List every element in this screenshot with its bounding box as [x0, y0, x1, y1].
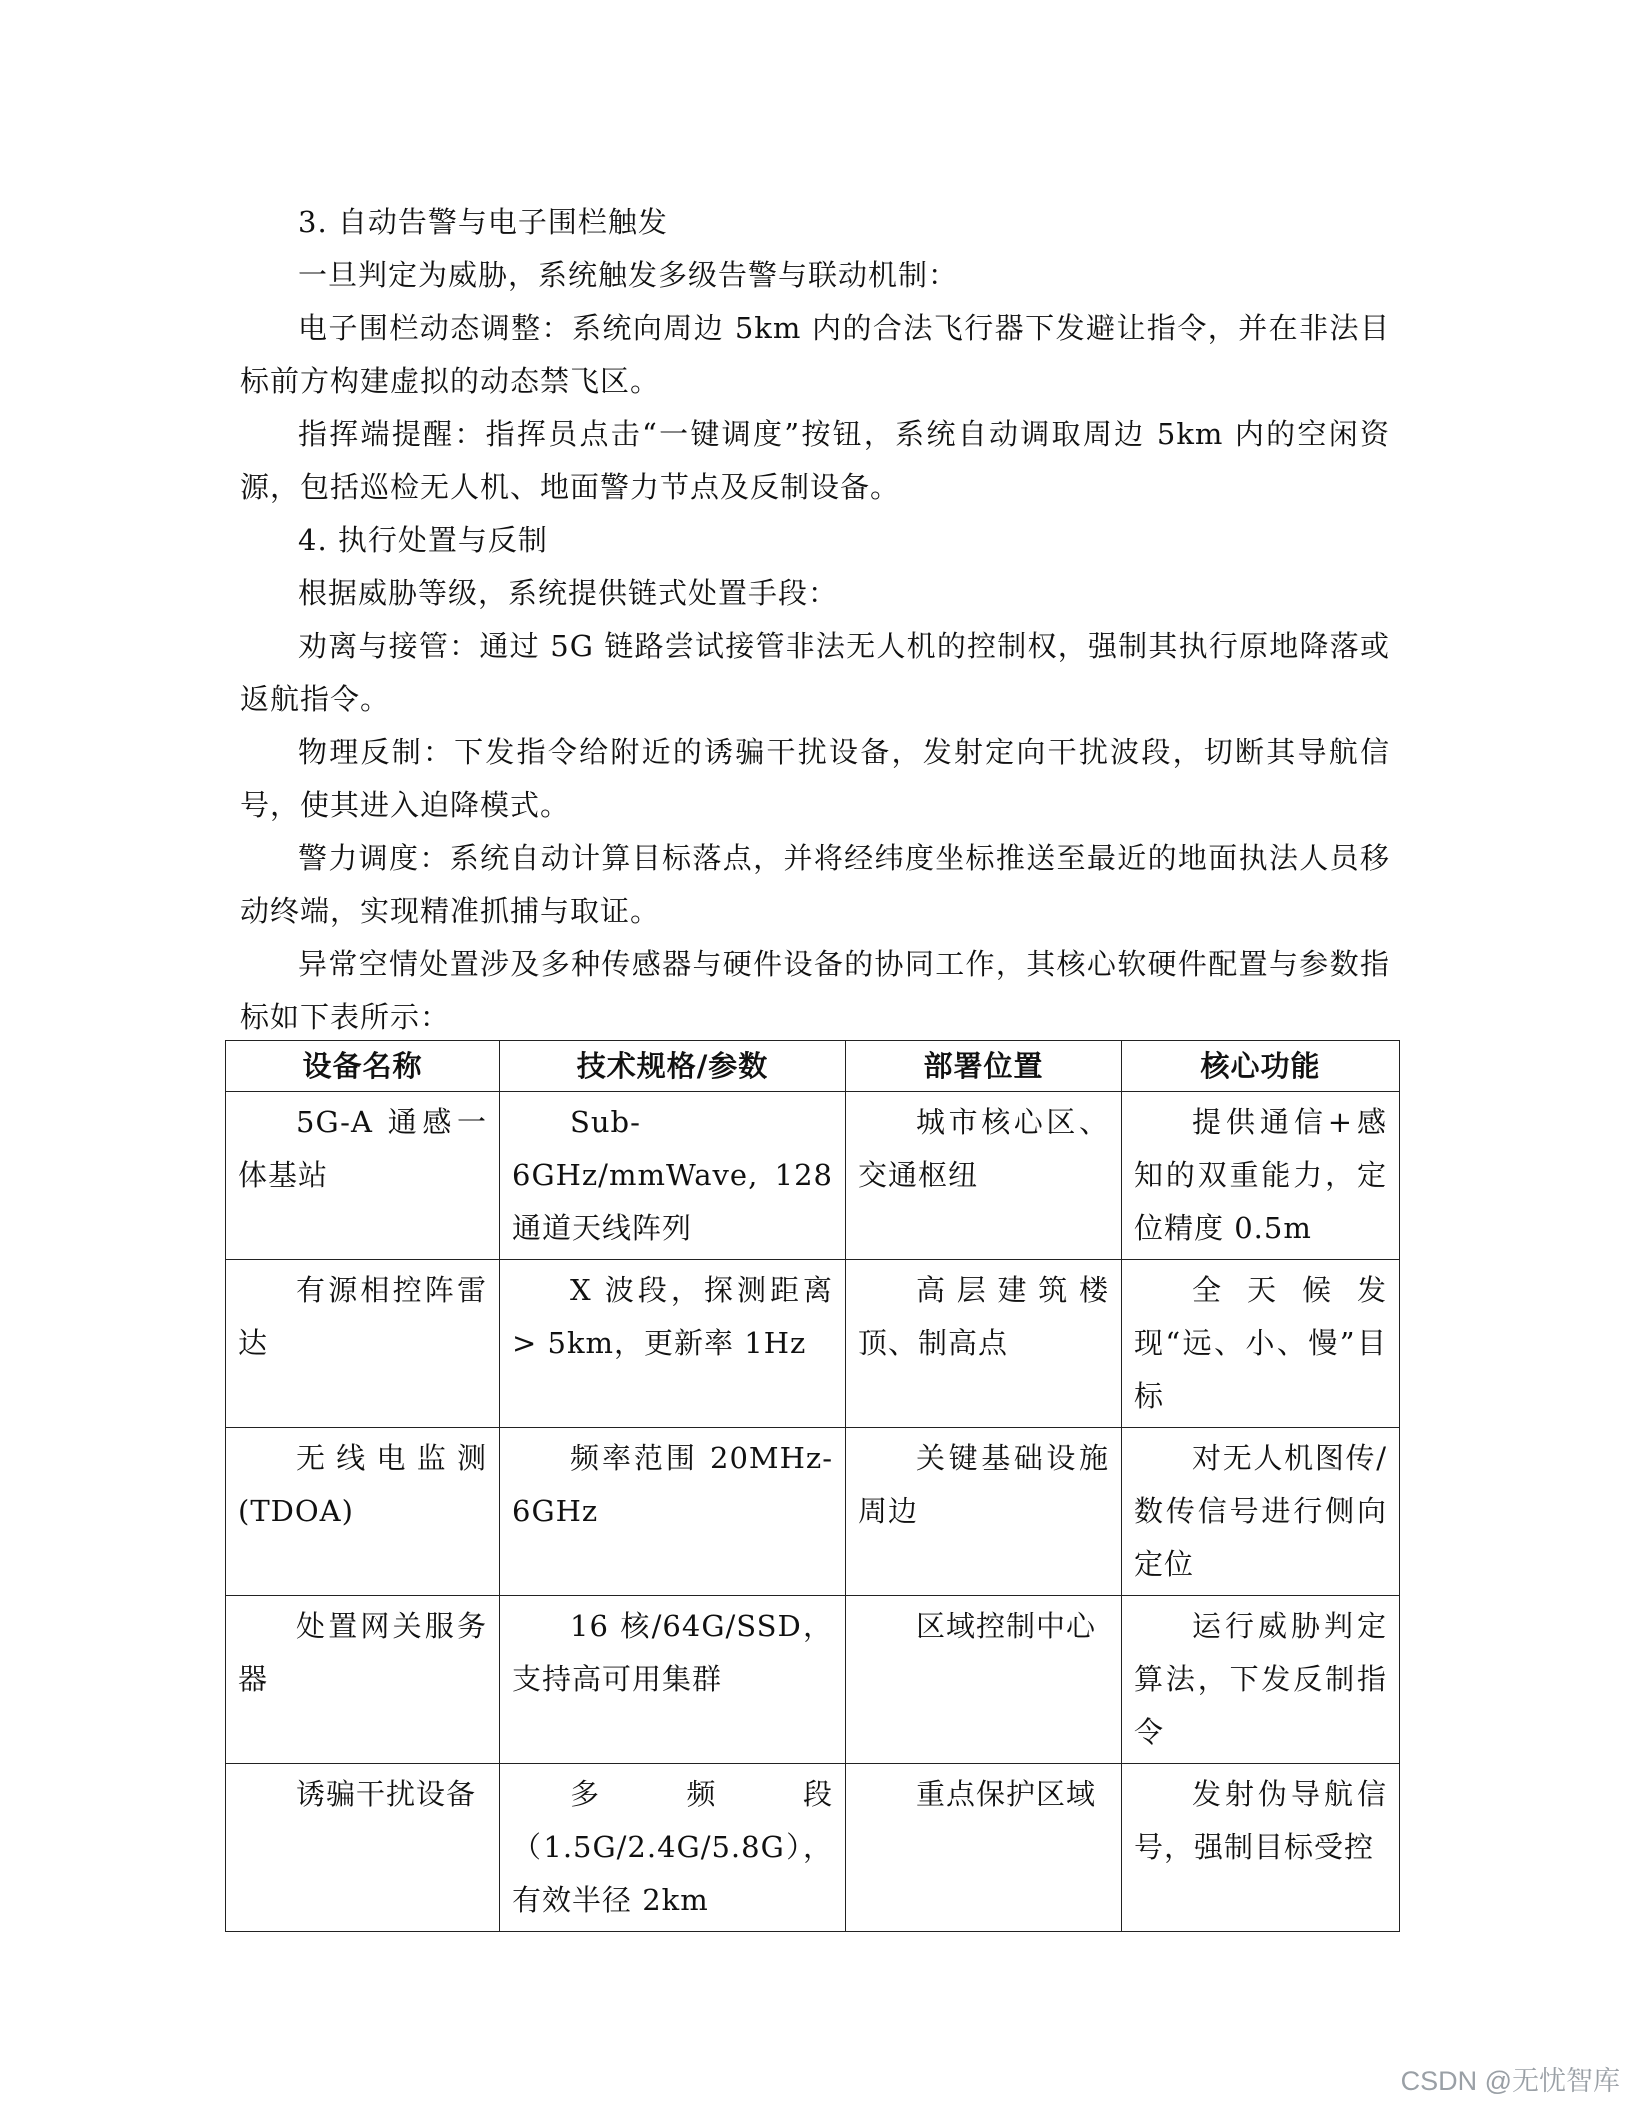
document-body: [240, 196, 1390, 1044]
header-deploy-location: 部署位置: [846, 1041, 1122, 1092]
section-heading-3: 3. 自动告警与电子围栏触发: [298, 205, 668, 239]
cell-deploy-location: 重点保护区域: [846, 1764, 1122, 1932]
cell-deploy-location: 城市核心区、交通枢纽: [846, 1092, 1122, 1260]
table-row: [226, 1764, 1400, 1932]
cell-core-function: 全天候发现“远、小、慢”目标: [1122, 1260, 1400, 1428]
csdn-watermark: CSDN @无忧智库: [1400, 2066, 1620, 2096]
cell-device-name: 无线电监测 (TDOA): [226, 1428, 500, 1596]
cell-tech-spec: X 波段，探测距离 > 5km，更新率 1Hz: [500, 1260, 846, 1428]
table-header-row: [226, 1041, 1400, 1092]
paragraph-police-dispatch: 警力调度：系统自动计算目标落点，并将经纬度坐标推送至最近的地面执法人员移动终端，实现精准抓捕与取证。: [240, 841, 1390, 928]
paragraph-threat-trigger: 一旦判定为威胁，系统触发多级告警与联动机制：: [298, 258, 959, 292]
header-tech-spec: 技术规格/参数: [500, 1041, 846, 1092]
cell-core-function: 发射伪导航信号，强制目标受控: [1122, 1764, 1400, 1932]
cell-device-name: 5G-A 通感一体基站: [226, 1092, 500, 1260]
table-row: [226, 1428, 1400, 1596]
cell-tech-spec: Sub-6GHz/mmWave, 128 通道天线阵列: [500, 1092, 846, 1260]
paragraph-geofence: 电子围栏动态调整：系统向周边 5km 内的合法飞行器下发避让指令，并在非法目标前方构建虚拟的动态禁飞区。: [240, 311, 1390, 398]
cell-device-name: 有源相控阵雷达: [226, 1260, 500, 1428]
cell-device-name: 诱骗干扰设备: [226, 1764, 500, 1932]
header-core-function: 核心功能: [1122, 1041, 1400, 1092]
cell-core-function: 运行威胁判定算法，下发反制指令: [1122, 1596, 1400, 1764]
cell-deploy-location: 区域控制中心: [846, 1596, 1122, 1764]
table-row: [226, 1596, 1400, 1764]
paragraph-command-alert: 指挥端提醒：指挥员点击“一键调度”按钮，系统自动调取周边 5km 内的空闲资源，包括巡检无人机、地面警力节点及反制设备。: [240, 417, 1390, 504]
cell-core-function: 提供通信+感知的双重能力，定位精度 0.5m: [1122, 1092, 1400, 1260]
cell-core-function: 对无人机图传/数传信号进行侧向定位: [1122, 1428, 1400, 1596]
cell-deploy-location: 高层建筑楼顶、制高点: [846, 1260, 1122, 1428]
paragraph-takeover: 劝离与接管：通过 5G 链路尝试接管非法无人机的控制权，强制其执行原地降落或返航指令。: [240, 629, 1390, 716]
section-heading-4: 4. 执行处置与反制: [298, 523, 548, 557]
header-device-name: 设备名称: [226, 1041, 500, 1092]
table-row: [226, 1092, 1400, 1260]
cell-tech-spec: 16 核/64G/SSD，支持高可用集群: [500, 1596, 846, 1764]
table-row: [226, 1260, 1400, 1428]
paragraph-physical-countermeasure: 物理反制：下发指令给附近的诱骗干扰设备，发射定向干扰波段，切断其导航信号，使其进入迫降模式。: [240, 735, 1390, 822]
cell-deploy-location: 关键基础设施周边: [846, 1428, 1122, 1596]
paragraph-threat-levels: 根据威胁等级，系统提供链式处置手段：: [298, 576, 839, 610]
equipment-spec-table: [225, 1040, 1400, 1932]
cell-tech-spec: 频率范围 20MHz-6GHz: [500, 1428, 846, 1596]
cell-device-name: 处置网关服务器: [226, 1596, 500, 1764]
cell-tech-spec: 多频段（1.5G/2.4G/5.8G），有效半径 2km: [500, 1764, 846, 1932]
paragraph-table-intro: 异常空情处置涉及多种传感器与硬件设备的协同工作，其核心软硬件配置与参数指标如下表所示：: [240, 947, 1390, 1034]
